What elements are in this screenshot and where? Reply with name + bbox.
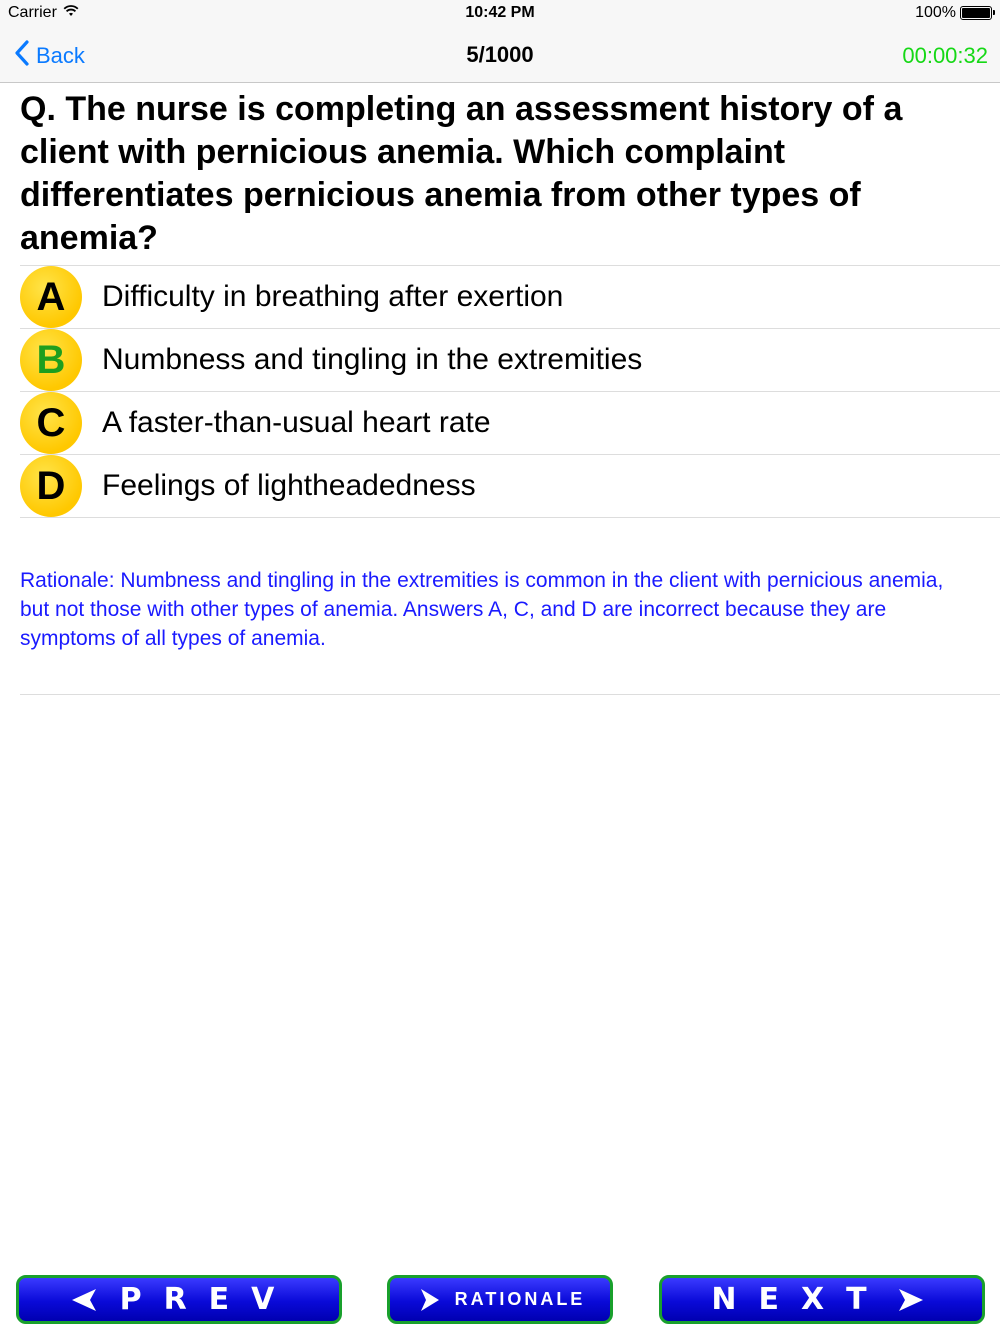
navigation-bar xyxy=(0,28,1000,83)
chevron-right-icon xyxy=(893,1287,933,1313)
status-battery xyxy=(915,4,992,22)
prev-label: PREV xyxy=(119,1282,297,1317)
question-text: Q. The nurse is completing an assessment history of a client with pernicious anemia. Which complaint differentiates pernicious anemia from other types of anemia? xyxy=(20,90,903,257)
chevron-left-icon xyxy=(62,1287,102,1313)
carrier-label: Carrier xyxy=(8,4,57,21)
option-text: Numbness and tingling in the extremities xyxy=(102,343,643,376)
battery-percent: 100% xyxy=(915,4,956,21)
back-label: Back xyxy=(36,43,85,68)
rationale-text: Rationale: Numbness and tingling in the extremities is common in the client with pernicious anemia, but not those with other types of anemia. Answers A, C, and D are incorrect because they are symptoms of all types of anemia. xyxy=(20,569,944,650)
option-letter: C xyxy=(36,400,66,445)
option-text: A faster-than-usual heart rate xyxy=(102,406,491,439)
option-letter: D xyxy=(36,463,66,508)
option-d[interactable] xyxy=(20,455,1000,518)
question-counter: 5/1000 xyxy=(466,42,534,67)
option-b-badge xyxy=(20,329,82,391)
answer-options xyxy=(20,265,1000,518)
rationale-button[interactable] xyxy=(387,1275,613,1324)
option-letter: A xyxy=(36,274,66,319)
rationale-label: RATIONALE xyxy=(454,1289,586,1309)
quiz-timer: 00:00:32 xyxy=(902,43,988,68)
battery-icon xyxy=(960,6,992,20)
divider xyxy=(20,694,1000,695)
option-a-badge xyxy=(20,266,82,328)
option-a[interactable] xyxy=(20,266,1000,329)
next-button[interactable] xyxy=(659,1275,985,1324)
option-d-badge xyxy=(20,455,82,517)
option-text: Difficulty in breathing after exertion xyxy=(102,280,564,313)
next-label: NEXT xyxy=(711,1282,889,1317)
option-letter: B xyxy=(36,337,66,382)
chevron-right-icon xyxy=(415,1287,443,1313)
status-time: 10:42 PM xyxy=(465,4,535,21)
status-bar xyxy=(0,0,1000,28)
option-c[interactable] xyxy=(20,392,1000,455)
option-c-badge xyxy=(20,392,82,454)
option-b[interactable] xyxy=(20,329,1000,392)
option-text: Feelings of lightheadedness xyxy=(102,469,476,502)
prev-button[interactable] xyxy=(16,1275,342,1324)
